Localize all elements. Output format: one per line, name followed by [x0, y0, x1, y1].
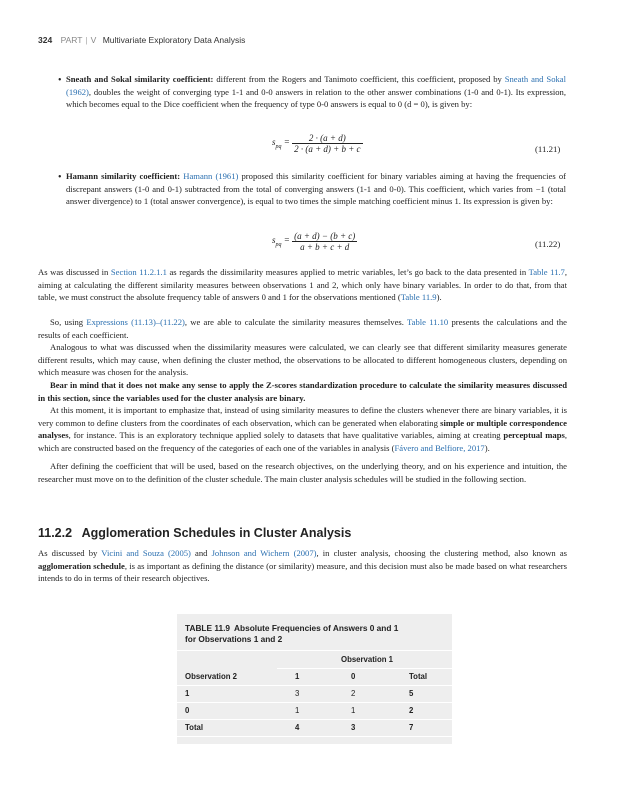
- table-cell: 2: [351, 689, 356, 698]
- ref-vicini-souza[interactable]: Vicini and Souza (2005): [101, 548, 191, 558]
- paragraph-5: At this moment, it is important to emphasize that, instead of using similarity measures to define the clusters whenever there are binary variables, it is very common to define clusters from the coordinates of each observation, which can be generated when elaborating simple or multiple correspondence analyses, for instance. This is an exploratory technique applied solely to datasets that have qualitative variables, aiming at creating perceptual maps, which are constructed based on the frequency of the categories of each one of the variables in analysis (Fávero and Belfiore, 2017).: [38, 405, 568, 453]
- ref-expressions[interactable]: Expressions (11.13)–(11.22): [86, 317, 185, 327]
- section-title: Agglomeration Schedules in Cluster Analysis: [81, 526, 352, 540]
- ref-sneath-sokal[interactable]: Sneath and Sokal (1962): [66, 74, 566, 97]
- ref-favero-belfiore[interactable]: Fávero and Belfiore, 2017: [394, 442, 485, 453]
- page-number: 324: [38, 35, 53, 45]
- part-number: V: [90, 35, 97, 45]
- table-cell: 2: [409, 706, 414, 715]
- paragraph-3: Analogous to what was discussed when the dissimilarity measures were calculated, we can clearly see that different similarity measures generate different results, which may cause, when defining the cluster method, the observations to be allocated to different homogeneous clusters, depending on which measure was chosen for the analysis.: [38, 342, 567, 378]
- term-hamann: Hamann similarity coefficient:: [66, 171, 181, 181]
- paragraph-2: So, using Expressions (11.13)–(11.22), we are able to calculate the similarity measures themselves. Table 11.10 presents the calculations and the results of each coefficient.: [38, 317, 567, 340]
- term-sneath-sokal: Sneath and Sokal similarity coefficient:: [66, 74, 214, 84]
- ref-hamann[interactable]: Hamann (1961): [183, 171, 239, 181]
- equation-number-11-22: (11.22): [535, 239, 561, 249]
- row-label: Total: [185, 723, 204, 732]
- formula-11-21: $s_{pq}$ = $\frac{2 \cdot (a + d)}{2 \cdot (a + d) + b + c}$: [272, 133, 361, 154]
- table-cell: 3: [351, 723, 356, 732]
- ref-table-11-10[interactable]: Table 11.10: [407, 317, 449, 327]
- table-11-9: [177, 614, 452, 744]
- ref-section[interactable]: Section 11.2.1.1: [110, 267, 167, 277]
- paragraph-6: After defining the coefficient that will be used, based on the research objectives, on the underlying theory, and on his experience and intuition, the researcher must move on to the definition of the cluster schedule. The main cluster analysis schedules will be studied in the following section.: [38, 461, 567, 484]
- ref-table-11-7[interactable]: Table 11.7: [528, 267, 565, 277]
- bullet-hamann: Hamann similarity coefficient: Hamann (1961) proposed this similarity coefficient for binary variables aiming at having the frequencies of discrepant answers (1-0 and 0-1) subtracted from the total of converging answers (1-1 and 0-0). This coefficient, which varies from −1 (total answer divergence) to 1 (total answer convergence), is equal to two times the simple matching coefficient minus 1. Its expression is given by:: [66, 171, 566, 207]
- running-header: 324 PART | V Multivariate Exploratory Data Analysis: [38, 35, 246, 45]
- column-header: Total: [409, 672, 428, 681]
- row-label: 1: [185, 689, 190, 698]
- paragraph-1: As was discussed in Section 11.2.1.1 as regards the dissimilarity measures applied to metric variables, let’s go back to the data presented in Table 11.7, aiming at calculating the different similarity measures between observations 1 and 2, which only have binary variables. In order to do that, from that table, we must construct the absolute frequency table of answers 0 and 1 for the observations mentioned (Table 11.9).: [38, 267, 567, 303]
- formula-11-22: $s_{pq}$ = $\frac{(a + d) - (b + c)}{a + b + c + d}$: [272, 231, 356, 252]
- column-group-header: Observation 1: [341, 655, 393, 664]
- table-cell: 7: [409, 723, 414, 732]
- table-cell: 1: [351, 706, 356, 715]
- ref-table-11-9[interactable]: Table 11.9: [400, 292, 437, 303]
- column-header: 1: [295, 672, 300, 681]
- row-header: Observation 2: [185, 672, 237, 681]
- table-cell: 1: [295, 706, 300, 715]
- bullet-sneath-sokal: Sneath and Sokal similarity coefficient: different from the Rogers and Tanimoto coefficient, this coefficient, proposed by Sneath and Sokal (1962), doubles the weight of converging type 1-1 and 0-0 answers in relation to the other answer combinations (1-0 and 0-1). Its expression, which becomes equal to the Dice coefficient when the frequency of type 0-0 answers is equal to 0 (d = 0), is given by:: [66, 74, 566, 110]
- bullet-icon: •: [58, 75, 62, 86]
- table-cell: 3: [295, 689, 300, 698]
- equation-number-11-21: (11.21): [535, 144, 561, 154]
- table-cell: 5: [409, 689, 414, 698]
- paragraph-4-emphasis: Bear in mind that it does not make any sense to apply the Z-scores standardization procedure to calculate the similarity measures discussed in this section, since the variables used for the cluster analysis are binary.: [38, 380, 567, 403]
- section-heading: [38, 526, 351, 540]
- bullet-icon: •: [58, 172, 62, 183]
- paragraph-7: As discussed by Vicini and Souza (2005) and Johnson and Wichern (2007), in cluster analysis, choosing the clustering method, also known as agglomeration schedule, is as important as defining the distance (or similarity) measure, and this decision must also be made based on what researchers intends to do in terms of their research objectives.: [38, 548, 567, 584]
- section-number: 11.2.2: [38, 526, 73, 540]
- column-header: 0: [351, 672, 356, 681]
- table-caption: TABLE 11.9 Absolute Frequencies of Answers 0 and 1 for Observations 1 and 2: [185, 623, 399, 644]
- row-label: 0: [185, 706, 190, 715]
- chapter-title: Multivariate Exploratory Data Analysis: [102, 35, 246, 45]
- part-label: PART: [60, 35, 83, 45]
- table-cell: 4: [295, 723, 300, 732]
- ref-johnson-wichern[interactable]: Johnson and Wichern (2007): [211, 548, 317, 558]
- table-label: TABLE 11.9: [185, 623, 231, 633]
